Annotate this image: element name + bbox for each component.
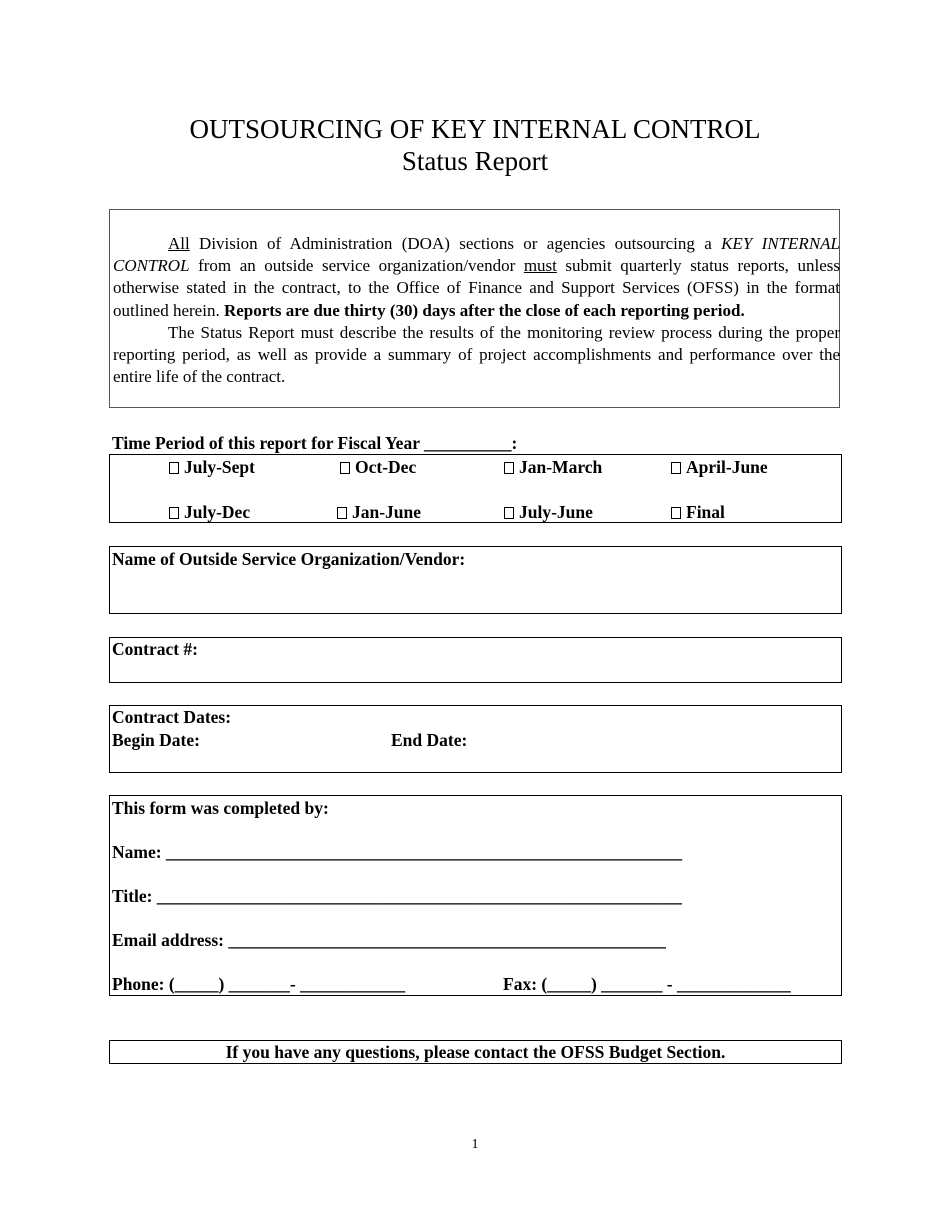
option-label: Oct-Dec [355, 457, 417, 477]
option-july-dec[interactable] [169, 501, 250, 523]
option-label: July-June [519, 502, 593, 522]
page-number: 1 [471, 1137, 479, 1152]
checkbox[interactable] [169, 507, 179, 519]
checkbox[interactable] [504, 462, 514, 474]
vendor-box[interactable] [109, 546, 842, 614]
intro-paragraph-1 [113, 233, 840, 322]
contract-dates-box[interactable] [109, 705, 842, 773]
time-period-label: Time Period of this report for Fiscal Year __________: [112, 433, 518, 453]
intro-must: must [523, 256, 557, 276]
checkbox[interactable] [337, 507, 347, 519]
contract-dates-label: Contract Dates: [112, 707, 232, 727]
questions-box [109, 1040, 842, 1064]
checkbox[interactable] [671, 462, 681, 474]
option-label: April-June [686, 457, 768, 477]
questions-text: If you have any questions, please contact the OFSS Budget Section. [225, 1042, 726, 1062]
intro-paragraph-2: The Status Report must describe the results of the monitoring review process during the proper reporting period, as well as provide a summary of project accomplishments and performance over the entire life of the contract. [113, 322, 840, 387]
option-jan-june[interactable] [337, 501, 421, 523]
intro-key-internal-control: KEY INTERNAL CONTROL [113, 234, 840, 276]
begin-date-label: Begin Date: [112, 730, 200, 750]
intro-text-a: Division of Administration (DOA) sections or agencies outsourcing a [189, 234, 722, 253]
completed-by-box [109, 795, 842, 996]
vendor-label: Name of Outside Service Organization/Vendor: [112, 549, 466, 569]
option-final[interactable] [671, 501, 725, 523]
intro-due-notice: Reports are due thirty (30) days after the close of each reporting period. [223, 300, 745, 320]
option-label: Jan-March [519, 457, 603, 477]
checkbox[interactable] [169, 462, 179, 474]
option-jan-march[interactable] [504, 456, 602, 478]
title-field[interactable]: Title: ____________________________________________________________ [112, 886, 682, 906]
option-label: Jan-June [352, 502, 422, 522]
phone-field[interactable]: Phone: (_____) _______- ____________ [112, 974, 406, 994]
option-july-june[interactable] [504, 501, 593, 523]
end-date-label: End Date: [391, 730, 468, 750]
intro-text-b: from an outside service organization/vendor [189, 256, 524, 276]
intro-all: All [168, 234, 190, 253]
checkbox[interactable] [340, 462, 350, 474]
page-subtitle: Status Report [401, 146, 549, 176]
fax-field[interactable]: Fax: (_____) _______ - _____________ [503, 974, 791, 994]
option-label: July-Dec [184, 502, 251, 522]
option-label: Final [686, 502, 725, 522]
contract-number-box[interactable] [109, 637, 842, 683]
time-period-box [109, 454, 842, 523]
checkbox[interactable] [671, 507, 681, 519]
name-field[interactable]: Name: ___________________________________________________________ [112, 842, 683, 862]
intro-box [109, 209, 840, 408]
intro-text [113, 233, 840, 388]
option-july-sept[interactable] [169, 456, 255, 478]
page-title: OUTSOURCING OF KEY INTERNAL CONTROL [189, 114, 761, 144]
contract-number-label: Contract #: [112, 639, 199, 659]
option-oct-dec[interactable] [340, 456, 416, 478]
option-label: July-Sept [184, 457, 255, 477]
intro-text-c: submit quarterly status reports, unless otherwise stated in the contract, to the Office of Finance and Support Services (OFSS) in the format outlined herein. [113, 256, 840, 320]
completed-by-label: This form was completed by: [112, 798, 329, 818]
option-april-june[interactable] [671, 456, 768, 478]
checkbox[interactable] [504, 507, 514, 519]
email-field[interactable]: Email address: __________________________________________________ [112, 930, 666, 950]
